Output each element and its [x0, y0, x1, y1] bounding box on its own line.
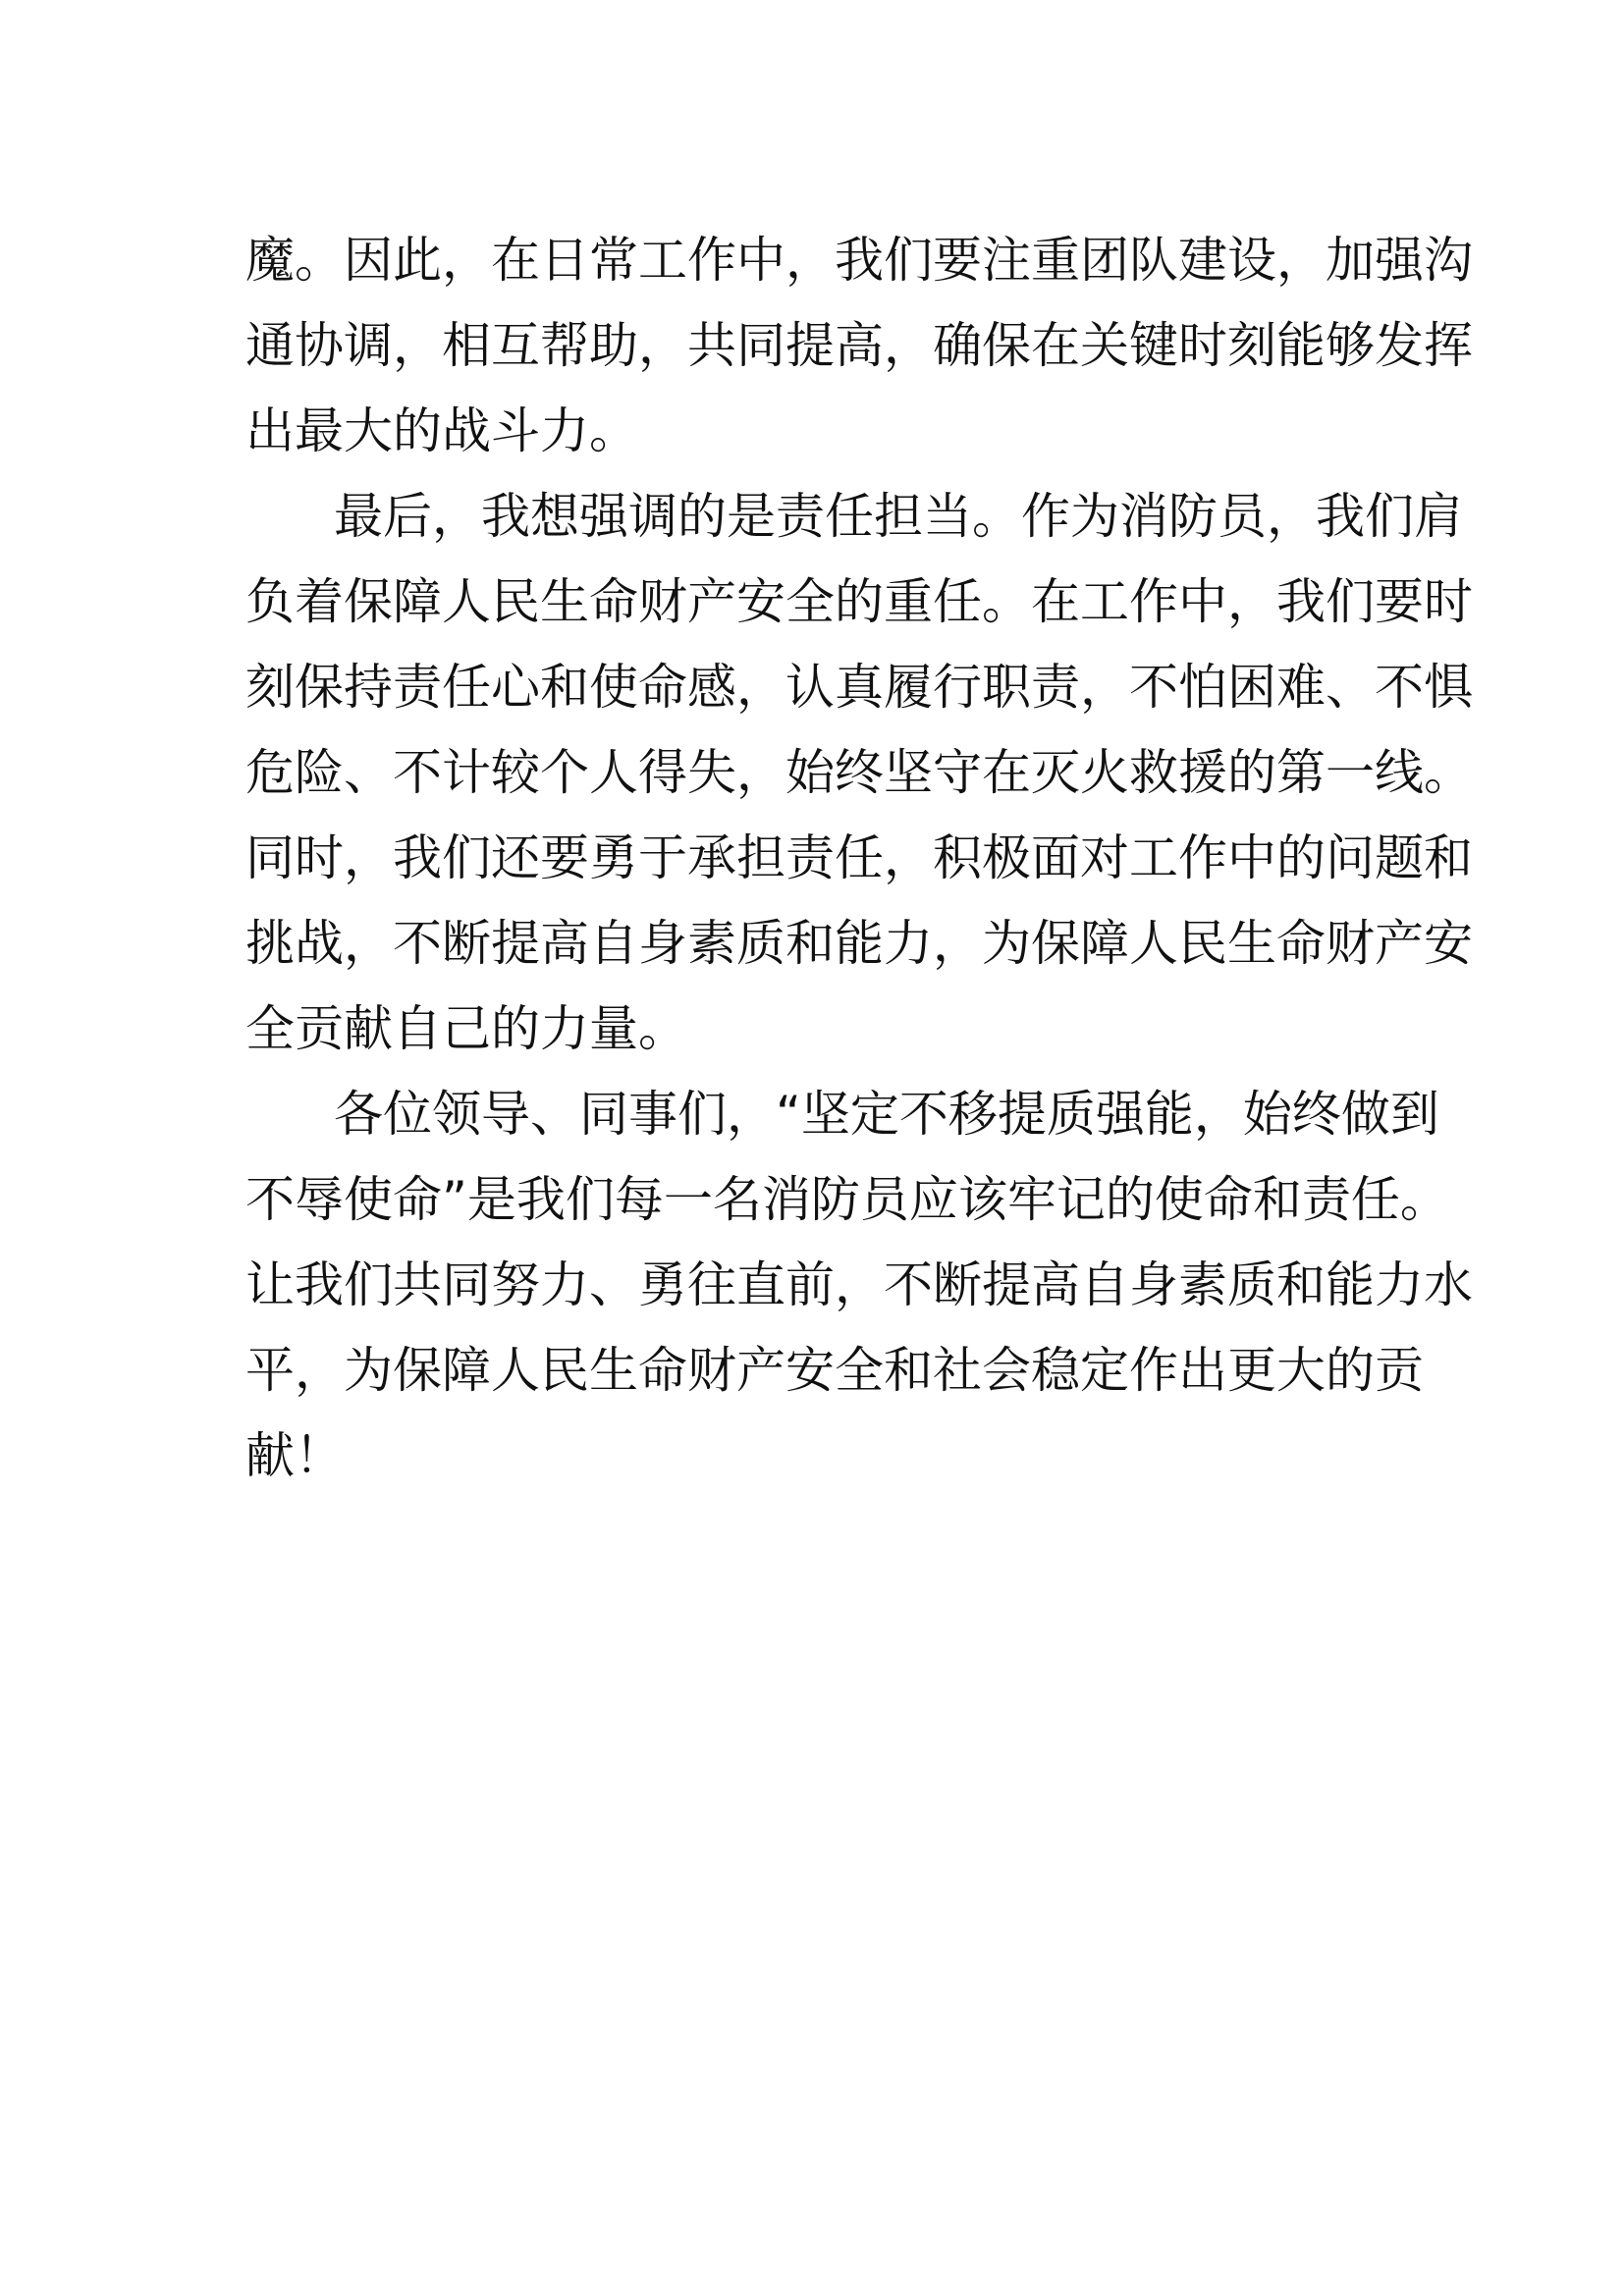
- text-line: 刻保持责任心和使命感，认真履行职责，不怕困难、不惧: [245, 659, 1473, 716]
- text-line: 同时，我们还要勇于承担责任，积极面对工作中的问题和: [245, 829, 1473, 886]
- text-line: 危险、不计较个人得失，始终坚守在灭火救援的第一线。: [245, 744, 1473, 801]
- text-line: 通协调，相互帮助，共同提高，确保在关键时刻能够发挥: [245, 317, 1473, 374]
- text-line: 全贡献自己的力量。: [245, 1000, 687, 1057]
- body-text: [245, 218, 1473, 1499]
- text-line: 平，为保障人民生命财产安全和社会稳定作出更大的贡: [245, 1342, 1424, 1399]
- text-line: 不辱使命”是我们每一名消防员应该牢记的使命和责任。: [245, 1171, 1449, 1228]
- text-line: 各位领导、同事们，“坚定不移提质强能，始终做到: [334, 1086, 1439, 1143]
- text-line: 最后，我想强调的是责任担当。作为消防员，我们肩: [334, 488, 1463, 545]
- text-line: 让我们共同努力、勇往直前，不断提高自身素质和能力水: [245, 1256, 1473, 1313]
- text-line: 挑战，不断提高自身素质和能力，为保障人民生命财产安: [245, 915, 1473, 972]
- text-line: 出最大的战斗力。: [245, 402, 638, 459]
- text-line: 献！: [245, 1427, 344, 1484]
- text-line: 负着保障人民生命财产安全的重任。在工作中，我们要时: [245, 573, 1473, 630]
- text-line: 魔。因此，在日常工作中，我们要注重团队建设，加强沟: [245, 232, 1473, 289]
